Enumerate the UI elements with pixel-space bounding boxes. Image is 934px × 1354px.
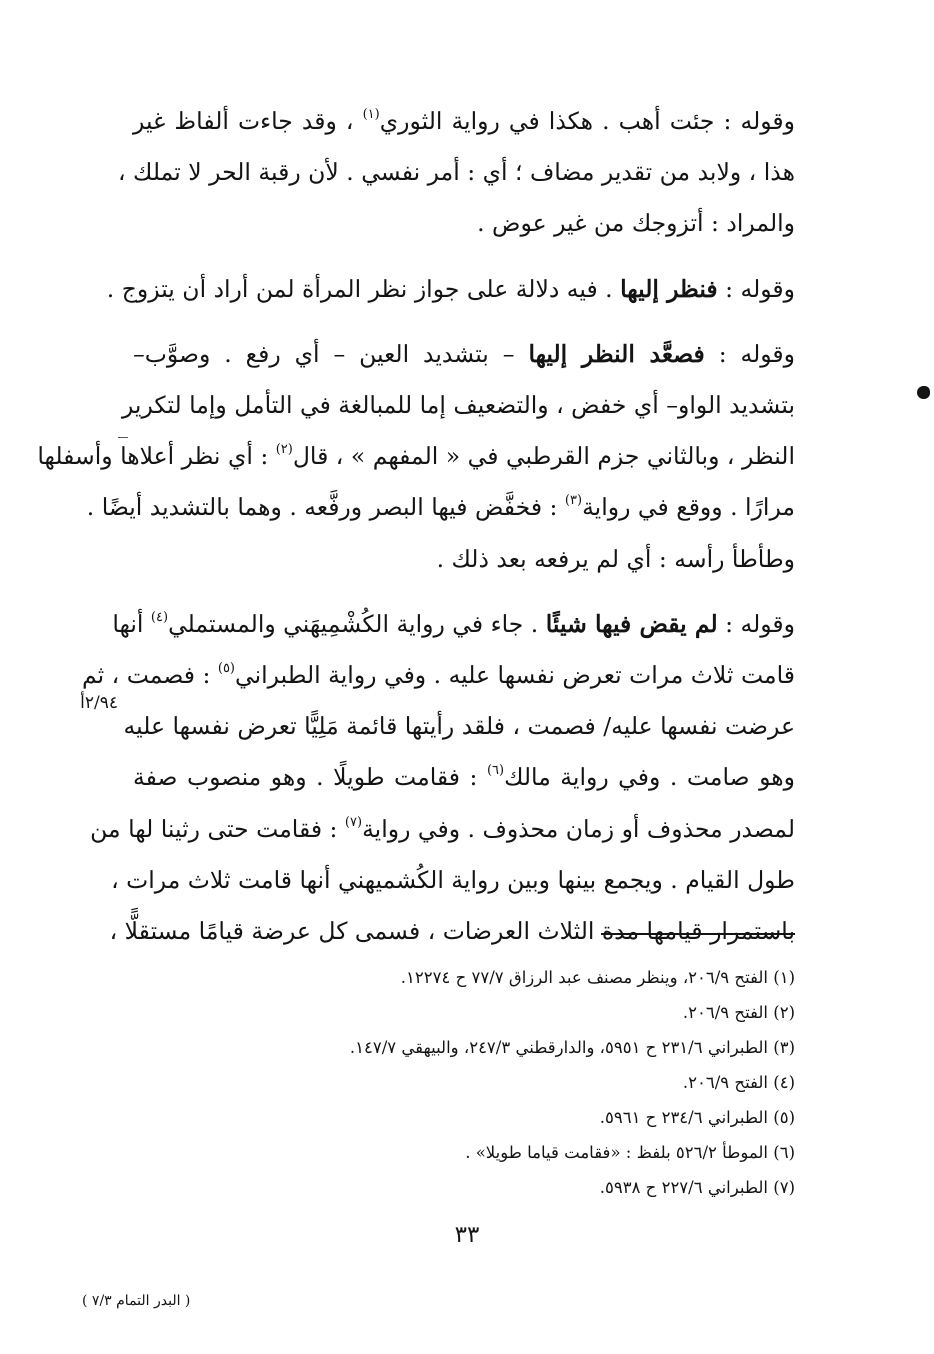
footnote: (٢) الفتح ٢٠٦/٩. bbox=[682, 1003, 795, 1022]
footnote: (١) الفتح ٢٠٦/٩، وينظر مصنف عبد الرزاق ٧٧/٧ ح ١٢٢٧٤. bbox=[400, 968, 795, 987]
footnote-marker: (٧) bbox=[344, 814, 363, 830]
text-run: طول القيام . ويجمع بينها وبين رواية الكُشميهني أنها قامت ثلاث مرات ، bbox=[111, 865, 795, 894]
footnote-marker: (٤) bbox=[150, 609, 169, 625]
text-run: عرضت نفسها عليه/ فصمت ، فلقد رأيتها قائمة مَلِيًّا تعرض نفسها عليه bbox=[123, 712, 795, 741]
footnote: (٤) الفتح ٢٠٦/٩. bbox=[682, 1073, 795, 1092]
text-run: بتشديد الواو– أي خفض ، والتضعيف إما للمبالغة في التأمل وإما لتكرير bbox=[121, 391, 795, 420]
text-run: وقوله : جئت أهب . هكذا في رواية الثوري bbox=[379, 107, 795, 135]
text-run: : أي نظر أعلاها وأسفلها bbox=[37, 442, 276, 471]
footnote: (٧) الطبراني ٢٢٧/٦ ح ٥٩٣٨. bbox=[599, 1178, 795, 1197]
text-line bbox=[118, 147, 795, 198]
footnote-marker: (٦) bbox=[486, 763, 505, 779]
footnote: (٣) الطبراني ٢٣١/٦ ح ٥٩٥١، والدارقطني ٢٤٧/٣، والبيهقي ١٤٧/٧. bbox=[349, 1038, 795, 1057]
footnote: (٦) الموطأ ٥٢٦/٢ بلفظ : «فقامت قياما طويلا» . bbox=[465, 1143, 795, 1162]
text-line bbox=[37, 431, 795, 482]
text-run: النظر ، وبالثاني جزم القرطبي في « المفهم » ، قال bbox=[292, 442, 795, 471]
margin-ink-mark bbox=[917, 386, 930, 399]
text-run: وهو صامت . وفي رواية مالك bbox=[504, 763, 795, 792]
paragraph bbox=[106, 264, 795, 315]
text-run: وقوله : bbox=[717, 274, 795, 303]
text-run: ، وقد جاءت ألفاظ غير bbox=[133, 107, 363, 135]
text-run: والمراد : أتزوجك من غير عوض . bbox=[477, 209, 795, 238]
text-line bbox=[109, 906, 795, 957]
text-run: هذا ، ولابد من تقدير مضاف ؛ أي : أمر نفسي . لأن رقبة الحر لا تملك ، bbox=[118, 158, 795, 187]
text-line bbox=[133, 96, 795, 147]
quoted-phrase: فصعَّد النظر إليها bbox=[528, 339, 705, 368]
footnote: (٥) الطبراني ٢٣٤/٦ ح ٥٩٦١. bbox=[599, 1108, 795, 1127]
text-run: وقوله : bbox=[717, 609, 795, 638]
manuscript-folio-note: ٢/٩٤أ bbox=[80, 693, 118, 713]
footnote-separator bbox=[601, 933, 795, 935]
text-run: باستمرار قيامها مدة الثلاث العرضات ، فسمى كل عرضة قيامًا مستقلًّا ، bbox=[109, 917, 795, 946]
text-run: : فقامت طويلًا . وهو منصوب صفة bbox=[133, 763, 487, 792]
text-line bbox=[133, 534, 795, 585]
text-line bbox=[123, 701, 795, 752]
footnotes bbox=[200, 960, 795, 1205]
quoted-phrase: لم يقض فيها شيئًا bbox=[545, 609, 718, 638]
text-run: . فيه دلالة على جواز نظر المرأة لمن أراد أن يتزوج . bbox=[106, 274, 621, 303]
text-run: : فصمت ، ثم bbox=[82, 661, 218, 690]
text-line bbox=[133, 752, 795, 803]
footnote-marker: (١) bbox=[362, 107, 380, 122]
text-line bbox=[133, 329, 795, 380]
text-run: قامت ثلاث مرات تعرض نفسها عليه . وفي رواية الطبراني bbox=[235, 661, 795, 690]
footnote-marker: (٢) bbox=[275, 442, 293, 458]
book-signature-label: ( البدر التمام ٧/٣ ) bbox=[82, 1293, 191, 1309]
text-line bbox=[90, 804, 795, 855]
text-run: لمصدر محذوف أو زمان محذوف . وفي رواية bbox=[362, 814, 795, 843]
text-run: : فقامت حتى رثينا لها من bbox=[90, 814, 345, 843]
text-run: وقوله : bbox=[704, 339, 796, 368]
text-run: مرارًا . ووقع في رواية bbox=[582, 493, 795, 522]
footnote-marker: (٣) bbox=[564, 493, 583, 509]
paragraph bbox=[118, 96, 795, 250]
quoted-phrase: فنظر إليها bbox=[620, 274, 718, 303]
text-run: . جاء في رواية الكُشْمِيهَني والمستملي bbox=[168, 609, 546, 638]
text-run: أنها bbox=[112, 609, 151, 638]
text-run: – بتشديد العين – أي رفع . وصوَّب– bbox=[133, 339, 529, 368]
text-line bbox=[133, 198, 795, 249]
text-line bbox=[121, 380, 795, 431]
text-line bbox=[106, 264, 795, 315]
page-number: ٣٣ bbox=[454, 1222, 480, 1248]
text-run: : فخفَّض فيها البصر ورفَّعه . وهما بالتشديد أيضًا . bbox=[86, 493, 565, 522]
paragraph bbox=[37, 329, 796, 585]
text-line bbox=[86, 482, 795, 533]
footnote-marker: (٥) bbox=[217, 661, 235, 677]
text-run: وطأطأ رأسه : أي لم يرفعه بعد ذلك . bbox=[436, 544, 795, 573]
text-line bbox=[82, 650, 795, 701]
text-line bbox=[111, 855, 795, 906]
text-line bbox=[112, 599, 795, 650]
